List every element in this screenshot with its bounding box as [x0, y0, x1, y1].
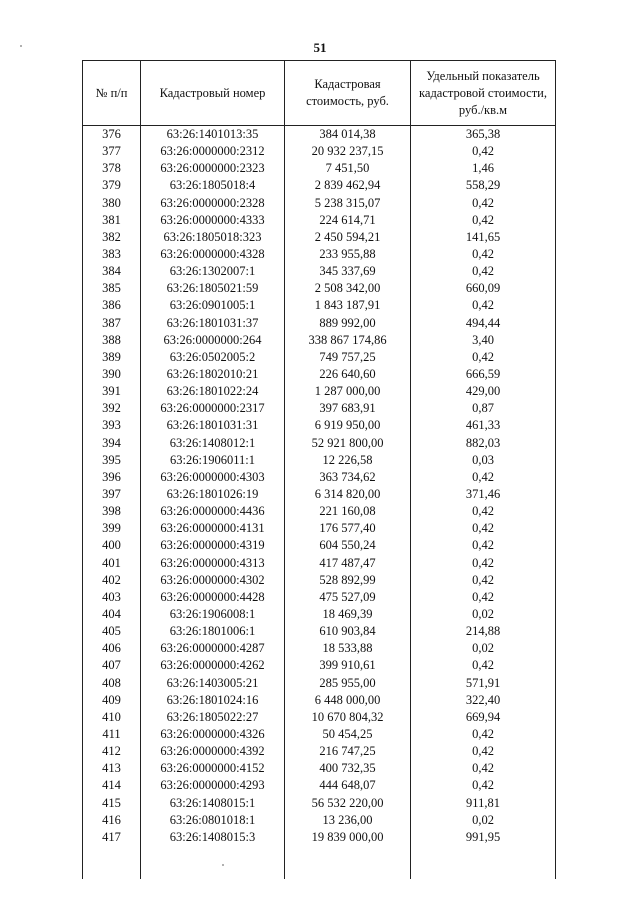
cell-specific-value: 3,40	[411, 332, 556, 349]
cell-row-number: 380	[83, 195, 141, 212]
cell-cadastral-number: 63:26:1906008:1	[141, 606, 285, 623]
cell-row-number: 381	[83, 212, 141, 229]
cell-row-number: 391	[83, 383, 141, 400]
table-row	[83, 486, 556, 503]
cell-specific-value: 571,91	[411, 675, 556, 692]
cell-cadastral-value: 417 487,47	[285, 555, 411, 572]
table-row	[83, 315, 556, 332]
table-row	[83, 572, 556, 589]
cell-cadastral-number: 63:26:1801024:16	[141, 692, 285, 709]
cell-row-number: 410	[83, 709, 141, 726]
cell-specific-value: 0,42	[411, 555, 556, 572]
cell-specific-value: 666,59	[411, 366, 556, 383]
cell-cadastral-value: 2 508 342,00	[285, 280, 411, 297]
cell-specific-value: 494,44	[411, 315, 556, 332]
cell-specific-value: 141,65	[411, 229, 556, 246]
cell-specific-value: 0,42	[411, 246, 556, 263]
scan-speck	[20, 45, 22, 47]
cell-cadastral-value: 56 532 220,00	[285, 794, 411, 811]
cell-row-number: 413	[83, 760, 141, 777]
cell-row-number: 385	[83, 280, 141, 297]
table-row	[83, 435, 556, 452]
page-number: 51	[313, 40, 327, 55]
table-row	[83, 503, 556, 520]
cell-specific-value: 0,42	[411, 726, 556, 743]
table-row	[83, 195, 556, 212]
cell-specific-value: 0,42	[411, 589, 556, 606]
cell-cadastral-value: 444 648,07	[285, 777, 411, 794]
cell-specific-value: 0,02	[411, 606, 556, 623]
cell-cadastral-number: 63:26:0000000:4333	[141, 212, 285, 229]
cell-cadastral-number: 63:26:1408012:1	[141, 435, 285, 452]
cell-specific-value: 0,87	[411, 400, 556, 417]
table-row	[83, 555, 556, 572]
cell-cadastral-number: 63:26:0000000:4152	[141, 760, 285, 777]
cell-cadastral-number: 63:26:0502005:2	[141, 349, 285, 366]
cell-cadastral-number: 63:26:0000000:4313	[141, 555, 285, 572]
cell-row-number: 399	[83, 520, 141, 537]
cell-cadastral-number: 63:26:1801006:1	[141, 623, 285, 640]
table-row	[83, 589, 556, 606]
cell-row-number: 386	[83, 297, 141, 314]
table-row	[83, 297, 556, 314]
cell-row-number: 405	[83, 623, 141, 640]
table-row	[83, 246, 556, 263]
cell-cadastral-number: 63:26:0000000:4392	[141, 743, 285, 760]
cell-cadastral-number: 63:26:1805018:4	[141, 177, 285, 194]
table-row	[83, 229, 556, 246]
cell-cadastral-value: 528 892,99	[285, 572, 411, 589]
table-row	[83, 366, 556, 383]
table-row	[83, 280, 556, 297]
cell-cadastral-value: 18 533,88	[285, 640, 411, 657]
header-cadastral-value: Кадастровая стоимость, руб.	[285, 61, 411, 126]
cell-cadastral-number: 63:26:1805018:323	[141, 229, 285, 246]
cell-cadastral-number: 63:26:1906011:1	[141, 452, 285, 469]
cell-row-number: 404	[83, 606, 141, 623]
cell-cadastral-number: 63:26:0000000:2328	[141, 195, 285, 212]
table-row	[83, 332, 556, 349]
cell-cadastral-value: 397 683,91	[285, 400, 411, 417]
cell-cadastral-number: 63:26:0000000:4262	[141, 657, 285, 674]
cell-cadastral-value: 10 670 804,32	[285, 709, 411, 726]
cell-row-number: 384	[83, 263, 141, 280]
cell-cadastral-value: 5 238 315,07	[285, 195, 411, 212]
cell-cadastral-number: 63:26:1801031:37	[141, 315, 285, 332]
table-row	[83, 606, 556, 623]
cell-row-number: 417	[83, 829, 141, 879]
cell-cadastral-value: 233 955,88	[285, 246, 411, 263]
cell-cadastral-value: 19 839 000,00	[285, 829, 411, 879]
cell-cadastral-number: 63:26:0000000:2323	[141, 160, 285, 177]
cell-cadastral-value: 13 236,00	[285, 812, 411, 829]
cell-specific-value: 0,42	[411, 743, 556, 760]
table-row	[83, 692, 556, 709]
cell-specific-value: 0,42	[411, 212, 556, 229]
cell-row-number: 411	[83, 726, 141, 743]
cell-specific-value: 911,81	[411, 794, 556, 811]
cell-cadastral-value: 6 919 950,00	[285, 417, 411, 434]
cell-specific-value: 0,42	[411, 263, 556, 280]
cell-specific-value: 0,42	[411, 297, 556, 314]
cell-cadastral-value: 384 014,38	[285, 126, 411, 144]
cell-cadastral-number: 63:26:0000000:4303	[141, 469, 285, 486]
cell-specific-value: 0,03	[411, 452, 556, 469]
scan-speck	[222, 864, 224, 866]
cell-specific-value: 660,09	[411, 280, 556, 297]
table-row	[83, 709, 556, 726]
cell-specific-value: 429,00	[411, 383, 556, 400]
cell-cadastral-value: 475 527,09	[285, 589, 411, 606]
cell-row-number: 409	[83, 692, 141, 709]
cell-cadastral-number: 63:26:1408015:1	[141, 794, 285, 811]
cell-cadastral-value: 12 226,58	[285, 452, 411, 469]
cell-row-number: 415	[83, 794, 141, 811]
cell-row-number: 407	[83, 657, 141, 674]
table-row	[83, 829, 556, 879]
table-row	[83, 417, 556, 434]
cell-row-number: 377	[83, 143, 141, 160]
table-row	[83, 520, 556, 537]
cell-cadastral-number: 63:26:0000000:4319	[141, 537, 285, 554]
cell-cadastral-value: 18 469,39	[285, 606, 411, 623]
cell-cadastral-value: 1 843 187,91	[285, 297, 411, 314]
cell-row-number: 402	[83, 572, 141, 589]
cell-cadastral-number: 63:26:0000000:4328	[141, 246, 285, 263]
cell-cadastral-value: 7 451,50	[285, 160, 411, 177]
cell-row-number: 388	[83, 332, 141, 349]
cell-row-number: 403	[83, 589, 141, 606]
cell-row-number: 393	[83, 417, 141, 434]
table-row	[83, 777, 556, 794]
cell-row-number: 379	[83, 177, 141, 194]
cell-cadastral-value: 2 450 594,21	[285, 229, 411, 246]
cell-row-number: 376	[83, 126, 141, 144]
table-row	[83, 469, 556, 486]
cell-specific-value: 0,42	[411, 657, 556, 674]
cell-specific-value: 371,46	[411, 486, 556, 503]
cell-specific-value: 0,02	[411, 812, 556, 829]
cell-specific-value: 0,42	[411, 760, 556, 777]
cell-specific-value: 0,42	[411, 777, 556, 794]
cell-cadastral-number: 63:26:0000000:4293	[141, 777, 285, 794]
cell-row-number: 390	[83, 366, 141, 383]
cell-cadastral-number: 63:26:0000000:4287	[141, 640, 285, 657]
table-row	[83, 675, 556, 692]
cell-cadastral-number: 63:26:0000000:4436	[141, 503, 285, 520]
cell-specific-value: 0,42	[411, 520, 556, 537]
table-row	[83, 400, 556, 417]
cell-cadastral-number: 63:26:0000000:4131	[141, 520, 285, 537]
table-row	[83, 623, 556, 640]
cell-specific-value: 0,02	[411, 640, 556, 657]
cell-cadastral-number: 63:26:1802010:21	[141, 366, 285, 383]
table-row	[83, 160, 556, 177]
cell-row-number: 394	[83, 435, 141, 452]
header-row-number: № п/п	[83, 61, 141, 126]
table-row	[83, 794, 556, 811]
cell-specific-value: 0,42	[411, 572, 556, 589]
table-body	[83, 126, 556, 879]
cell-cadastral-value: 749 757,25	[285, 349, 411, 366]
cell-cadastral-value: 399 910,61	[285, 657, 411, 674]
cell-specific-value: 991,95	[411, 829, 556, 879]
cell-row-number: 396	[83, 469, 141, 486]
cell-row-number: 378	[83, 160, 141, 177]
table-row	[83, 177, 556, 194]
cell-cadastral-value: 52 921 800,00	[285, 435, 411, 452]
cell-row-number: 400	[83, 537, 141, 554]
cell-specific-value: 322,40	[411, 692, 556, 709]
cell-cadastral-value: 20 932 237,15	[285, 143, 411, 160]
table-row	[83, 452, 556, 469]
cell-cadastral-value: 889 992,00	[285, 315, 411, 332]
cell-cadastral-number: 63:26:1403005:21	[141, 675, 285, 692]
table-row	[83, 143, 556, 160]
cell-row-number: 392	[83, 400, 141, 417]
cell-cadastral-number: 63:26:0000000:264	[141, 332, 285, 349]
cell-cadastral-number: 63:26:0000000:2317	[141, 400, 285, 417]
cell-specific-value: 0,42	[411, 469, 556, 486]
cell-specific-value: 0,42	[411, 537, 556, 554]
cell-cadastral-value: 50 454,25	[285, 726, 411, 743]
cell-cadastral-value: 610 903,84	[285, 623, 411, 640]
cell-row-number: 387	[83, 315, 141, 332]
table-row	[83, 263, 556, 280]
cell-specific-value: 0,42	[411, 349, 556, 366]
cadastral-value-table	[82, 60, 556, 879]
table-header-row	[83, 61, 556, 126]
cell-specific-value: 669,94	[411, 709, 556, 726]
cell-row-number: 412	[83, 743, 141, 760]
cell-row-number: 383	[83, 246, 141, 263]
cell-specific-value: 1,46	[411, 160, 556, 177]
table-row	[83, 726, 556, 743]
table-row	[83, 537, 556, 554]
cell-cadastral-value: 2 839 462,94	[285, 177, 411, 194]
cell-cadastral-number: 63:26:0000000:4302	[141, 572, 285, 589]
table-row	[83, 657, 556, 674]
table-row	[83, 743, 556, 760]
cell-row-number: 406	[83, 640, 141, 657]
cell-row-number: 397	[83, 486, 141, 503]
cell-specific-value: 0,42	[411, 143, 556, 160]
cell-cadastral-value: 224 614,71	[285, 212, 411, 229]
cell-cadastral-value: 1 287 000,00	[285, 383, 411, 400]
table-row	[83, 640, 556, 657]
cell-cadastral-value: 604 550,24	[285, 537, 411, 554]
cell-cadastral-number: 63:26:0000000:4326	[141, 726, 285, 743]
cell-specific-value: 461,33	[411, 417, 556, 434]
cell-cadastral-value: 400 732,35	[285, 760, 411, 777]
cell-cadastral-value: 6 448 000,00	[285, 692, 411, 709]
cell-row-number: 395	[83, 452, 141, 469]
cell-row-number: 416	[83, 812, 141, 829]
cell-cadastral-number: 63:26:1801031:31	[141, 417, 285, 434]
cell-specific-value: 882,03	[411, 435, 556, 452]
cell-cadastral-value: 338 867 174,86	[285, 332, 411, 349]
cell-cadastral-number: 63:26:0901005:1	[141, 297, 285, 314]
cell-specific-value: 558,29	[411, 177, 556, 194]
table-row	[83, 812, 556, 829]
cell-specific-value: 365,38	[411, 126, 556, 144]
cell-cadastral-value: 176 577,40	[285, 520, 411, 537]
cell-cadastral-number: 63:26:1805021:59	[141, 280, 285, 297]
cell-cadastral-number: 63:26:1805022:27	[141, 709, 285, 726]
cell-row-number: 389	[83, 349, 141, 366]
cell-row-number: 414	[83, 777, 141, 794]
cell-cadastral-number: 63:26:1408015:3	[141, 829, 285, 879]
cell-row-number: 382	[83, 229, 141, 246]
cell-cadastral-number: 63:26:0801018:1	[141, 812, 285, 829]
table-row	[83, 760, 556, 777]
cell-specific-value: 0,42	[411, 195, 556, 212]
header-cadastral-number: Кадастровый номер	[141, 61, 285, 126]
cell-cadastral-number: 63:26:0000000:2312	[141, 143, 285, 160]
cell-specific-value: 214,88	[411, 623, 556, 640]
cell-cadastral-number: 63:26:1801022:24	[141, 383, 285, 400]
cell-cadastral-number: 63:26:1801026:19	[141, 486, 285, 503]
cell-row-number: 408	[83, 675, 141, 692]
cell-cadastral-value: 6 314 820,00	[285, 486, 411, 503]
cell-cadastral-number: 63:26:0000000:4428	[141, 589, 285, 606]
cell-cadastral-value: 221 160,08	[285, 503, 411, 520]
cell-cadastral-value: 363 734,62	[285, 469, 411, 486]
cell-row-number: 398	[83, 503, 141, 520]
cell-cadastral-value: 285 955,00	[285, 675, 411, 692]
table-row	[83, 212, 556, 229]
cell-cadastral-value: 216 747,25	[285, 743, 411, 760]
cell-row-number: 401	[83, 555, 141, 572]
cell-cadastral-value: 226 640,60	[285, 366, 411, 383]
table-row	[83, 126, 556, 144]
cell-cadastral-number: 63:26:1401013:35	[141, 126, 285, 144]
header-specific-value: Удельный показатель кадастровой стоимости, руб./кв.м	[411, 61, 556, 126]
cell-specific-value: 0,42	[411, 503, 556, 520]
cell-cadastral-number: 63:26:1302007:1	[141, 263, 285, 280]
cell-cadastral-value: 345 337,69	[285, 263, 411, 280]
table-row	[83, 349, 556, 366]
table-row	[83, 383, 556, 400]
